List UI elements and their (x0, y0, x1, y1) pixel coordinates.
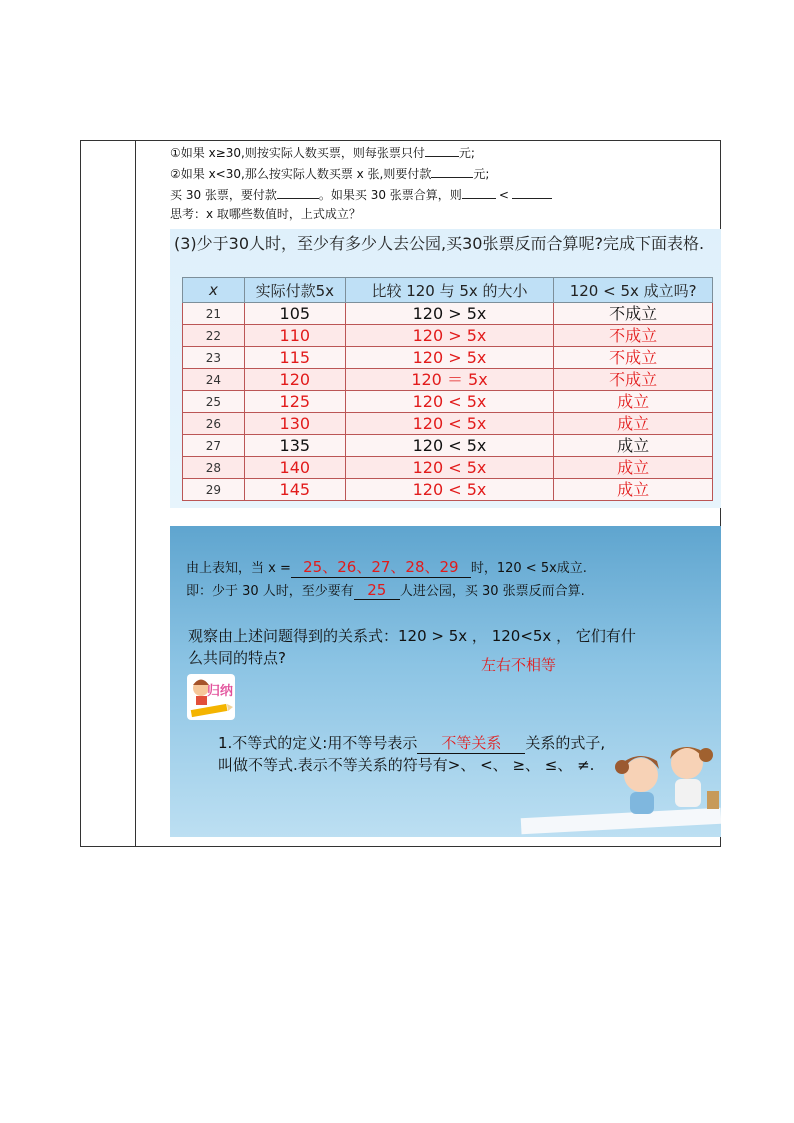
comparison-table (182, 277, 713, 501)
cell-holds: 不成立 (554, 325, 713, 347)
intro-line-2-suffix: 元; (473, 167, 490, 181)
intro-line-1-suffix: 元; (458, 146, 475, 160)
column-divider (135, 141, 136, 846)
cell-compare: 120 < 5x (345, 391, 554, 413)
header-payment: 实际付款5x (244, 278, 345, 303)
table-header-row (183, 278, 713, 303)
table-row (183, 347, 713, 369)
answer-feature: 左右不相等 (481, 656, 557, 674)
cell-holds: 不成立 (554, 303, 713, 325)
header-holds: 120 < 5x 成立吗? (554, 278, 713, 303)
intro-line-3-mid: 。如果买 30 张票合算，则 (318, 188, 462, 202)
intro-line-1-text: ①如果 x≥30,则按实际人数买票，则每张票只付 (170, 146, 425, 160)
cell-payment: 140 (244, 457, 345, 479)
cell-x: 28 (183, 457, 245, 479)
cell-holds: 成立 (554, 457, 713, 479)
definition-line-2: 叫做不等式.表示不等关系的符号有>、 <、 ≥、 ≤、 ≠. (218, 756, 595, 774)
cell-x: 24 (183, 369, 245, 391)
cell-holds: 成立 (554, 413, 713, 435)
intro-line-2 (170, 166, 489, 181)
cell-payment: 125 (244, 391, 345, 413)
cell-payment: 105 (244, 303, 345, 325)
table-row (183, 435, 713, 457)
blank-5 (512, 187, 552, 199)
header-compare: 比较 120 与 5x 的大小 (345, 278, 554, 303)
cell-x: 23 (183, 347, 245, 369)
table-row (183, 369, 713, 391)
blank-2 (431, 166, 473, 178)
cell-holds: 不成立 (554, 369, 713, 391)
cell-x: 26 (183, 413, 245, 435)
answer-values: 25、26、27、28、29 (291, 556, 471, 578)
intro-line-2-text: ②如果 x<30,那么按实际人数买票 x 张,则要付款 (170, 167, 432, 181)
cell-holds: 成立 (554, 435, 713, 457)
cell-compare: 120 < 5x (345, 479, 554, 501)
table-row (183, 391, 713, 413)
table-row (183, 479, 713, 501)
intro-line-4: 思考：x 取哪些数值时，上式成立？ (170, 207, 361, 221)
table-row (183, 325, 713, 347)
summary-line-2-text: 即：少于 30 人时，至少要有 (186, 584, 354, 599)
summary-line-2-suffix: 人进公园，买 30 张票反而合算. (399, 584, 585, 599)
cell-holds: 成立 (554, 479, 713, 501)
table-row (183, 413, 713, 435)
girls-illustration (511, 717, 721, 837)
summary-badge (187, 674, 235, 720)
definition-text: 1.不等式的定义:用不等号表示 (218, 734, 418, 752)
blank-1 (425, 145, 459, 157)
cell-x: 21 (183, 303, 245, 325)
cell-x: 25 (183, 391, 245, 413)
intro-line-1 (170, 145, 475, 160)
question-line-2: 么共同的特点? (188, 649, 286, 667)
cell-x: 22 (183, 325, 245, 347)
summary-line-2 (186, 580, 585, 600)
answer-definition: 不等关系 (417, 732, 525, 754)
slide-table (170, 229, 721, 508)
summary-line-1-text: 由上表知，当 x = (186, 561, 291, 576)
less-than-sign: < (498, 188, 509, 202)
definition-suffix: 关系的式子, (525, 734, 606, 752)
cell-compare: 120 < 5x (345, 435, 554, 457)
cell-payment: 115 (244, 347, 345, 369)
summary-line-1-suffix: 时，120 < 5x成立. (470, 561, 587, 576)
slide-summary (170, 526, 721, 837)
cell-holds: 不成立 (554, 347, 713, 369)
intro-line-3-text: 买 30 张票，要付款 (170, 188, 277, 202)
cell-payment: 145 (244, 479, 345, 501)
cell-compare: 120 > 5x (345, 325, 554, 347)
blank-3 (277, 187, 319, 199)
intro-line-3 (170, 187, 552, 202)
answer-min-people: 25 (354, 581, 400, 600)
table-body (183, 303, 713, 501)
table-row (183, 303, 713, 325)
badge-label: 归纳 (207, 684, 234, 699)
summary-line-1 (186, 556, 587, 578)
cell-payment: 135 (244, 435, 345, 457)
header-x: x (183, 278, 245, 303)
slide-table-title: (3)少于30人时，至少有多少人去公园,买30张票反而合算呢?完成下面表格. (174, 234, 705, 253)
cell-compare: 120 > 5x (345, 303, 554, 325)
cell-compare: 120 ＝ 5x (345, 369, 554, 391)
cell-x: 29 (183, 479, 245, 501)
cell-compare: 120 < 5x (345, 413, 554, 435)
blank-4 (462, 187, 496, 199)
cell-payment: 130 (244, 413, 345, 435)
cell-compare: 120 < 5x (345, 457, 554, 479)
cell-payment: 110 (244, 325, 345, 347)
cell-holds: 成立 (554, 391, 713, 413)
table-row (183, 457, 713, 479)
cell-payment: 120 (244, 369, 345, 391)
cell-compare: 120 > 5x (345, 347, 554, 369)
question-line-1: 观察由上述问题得到的关系式：120 > 5x ， 120<5x ， 它们有什 (188, 627, 636, 645)
cell-x: 27 (183, 435, 245, 457)
